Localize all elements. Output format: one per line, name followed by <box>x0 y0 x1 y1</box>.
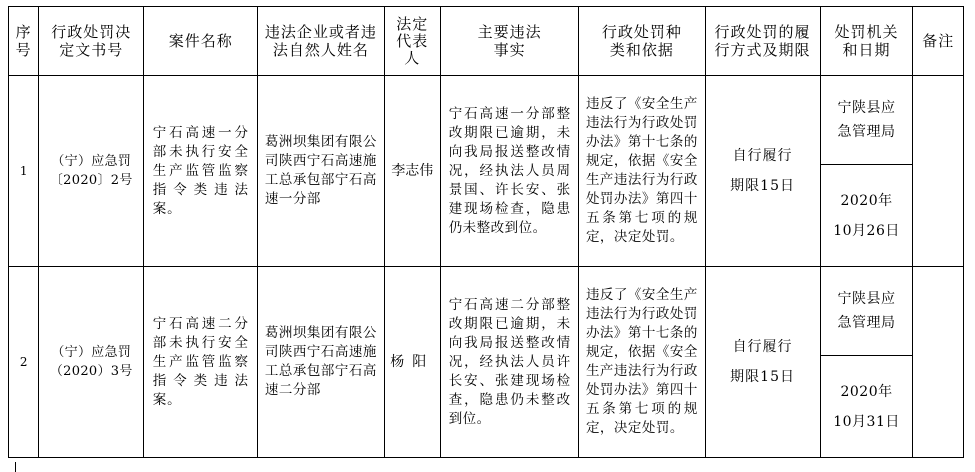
header-execution: 行政处罚的履行方式及期限 <box>705 7 820 76</box>
header-case-name: 案件名称 <box>144 7 258 76</box>
cell-authority: 宁陕县应急管理局 <box>820 76 913 165</box>
cell-seq: 2 <box>9 267 39 458</box>
cell-execution <box>705 267 820 458</box>
cell-date: 2020年10月31日 <box>820 356 913 458</box>
cell-facts: 宁石高速二分部整改期限已逾期，未向我局报送整改情况，经执法人员许长安、张建现场检查，隐患仍未整改到位。 <box>441 267 579 458</box>
cell-doc-no: （宁）应急罚（2020）3号 <box>39 267 144 458</box>
header-authority: 处罚机关和日期 <box>820 7 913 76</box>
cell-remarks <box>913 267 964 458</box>
header-legal-rep: 法定代表人 <box>384 7 441 76</box>
cell-party: 葛洲坝集团有限公司陕西宁石高速施工总承包部宁石高速二分部 <box>258 267 384 458</box>
table-row <box>9 267 964 356</box>
cell-seq: 1 <box>9 76 39 267</box>
cell-execution <box>705 76 820 267</box>
header-seq: 序号 <box>9 7 39 76</box>
cell-case-name: 宁石高速二分部未执行安全生产监管监察指令类违法案。 <box>144 267 258 458</box>
header-penalty: 行政处罚种类和依据 <box>579 7 705 76</box>
cell-remarks <box>913 76 964 267</box>
header-facts: 主要违法事实 <box>441 7 579 76</box>
header-row <box>9 7 964 76</box>
cell-penalty: 违反了《安全生产违法行为行政处罚办法》第十七条的规定，依据《安全生产违法行为行政处罚办法》第四十五条第七项的规定，决定处罚。 <box>579 76 705 267</box>
cell-doc-no: （宁）应急罚〔2020〕2号 <box>39 76 144 267</box>
cell-date: 2020年10月26日 <box>820 165 913 267</box>
penalty-disclosure-table <box>8 6 964 458</box>
execution-method: 自行履行 <box>732 148 793 164</box>
cell-facts: 宁石高速一分部整改期限已逾期，未向我局报送整改情况，经执法人员周景国、许长安、张建现场检查，隐患仍未整改到位。 <box>441 76 579 267</box>
table-row <box>9 76 964 165</box>
cell-party: 葛洲坝集团有限公司陕西宁石高速施工总承包部宁石高速一分部 <box>258 76 384 267</box>
header-remarks: 备注 <box>913 7 964 76</box>
header-doc-no: 行政处罚决定文书号 <box>39 7 144 76</box>
cell-legal-rep: 李志伟 <box>384 76 441 267</box>
cell-penalty: 违反了《安全生产违法行为行政处罚办法》第十七条的规定，依据《安全生产违法行为行政处罚办法》第四十五条第七项的规定，决定处罚。 <box>579 267 705 458</box>
cell-legal-rep: 杨阳 <box>384 267 441 458</box>
cell-case-name: 宁石高速一分部未执行安全生产监管监察指令类违法案。 <box>144 76 258 267</box>
cell-authority: 宁陕县应急管理局 <box>820 267 913 356</box>
execution-period: 期限15日 <box>730 178 795 194</box>
header-party: 违法企业或者违法自然人姓名 <box>258 7 384 76</box>
text-cursor <box>15 462 16 472</box>
execution-period: 期限15日 <box>730 369 795 385</box>
execution-method: 自行履行 <box>732 339 793 355</box>
